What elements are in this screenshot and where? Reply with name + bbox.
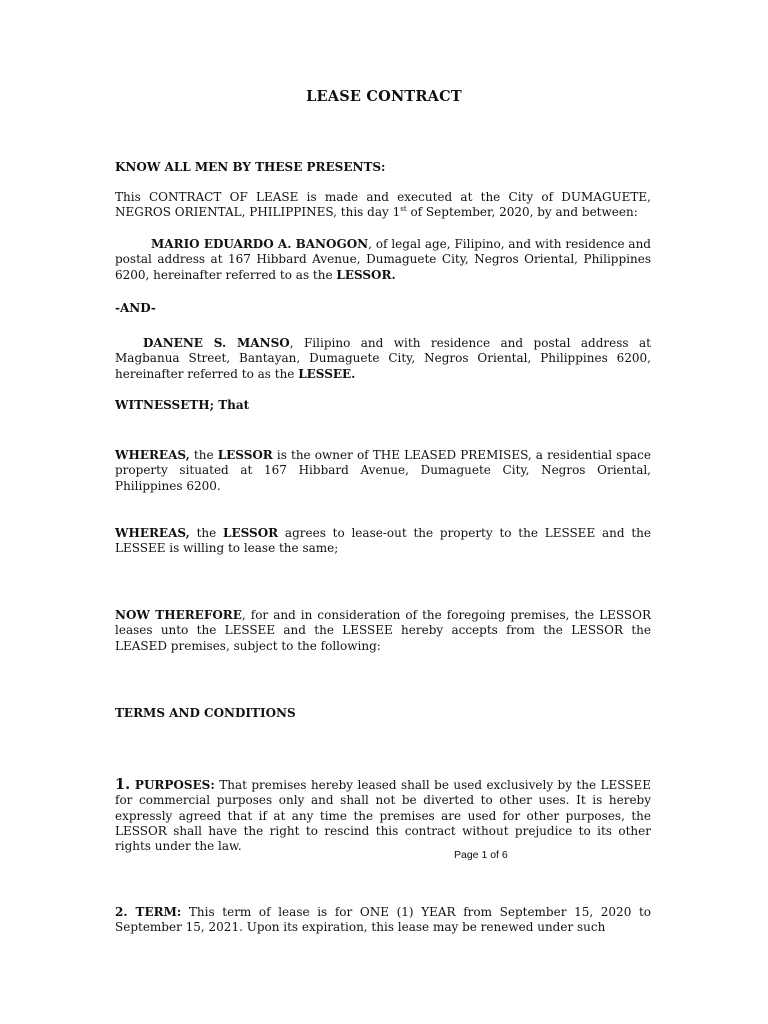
lessee-name: DANENE S. MANSO	[143, 336, 290, 350]
lessor-name: MARIO EDUARDO A. BANOGON	[151, 237, 369, 251]
purposes-number: 1.	[115, 776, 131, 793]
purposes-label: PURPOSES:	[130, 778, 215, 792]
lessee-role: LESSEE.	[298, 366, 356, 381]
lessee-text: , Filipino and with residence and postal address at Magbanua Street, Bantayan, Dumaguete City, Negros Oriental, Philippines 6200, hereinafter referred to as the	[115, 336, 651, 381]
lessee-paragraph	[115, 336, 651, 382]
witnesseth-heading: WITNESSETH; That	[115, 398, 250, 412]
whereas-lead-2: WHEREAS,	[115, 526, 190, 540]
intro-text-end: of September, 2020, by and between:	[406, 205, 638, 220]
whereas-paragraph-2	[115, 526, 651, 557]
intro-text: This CONTRACT OF LEASE is made and executed at the City of DUMAGUETE, NEGROS ORIENTAL, PHILIPPINES, this day 1	[115, 190, 651, 220]
terms-heading: TERMS AND CONDITIONS	[115, 706, 296, 720]
intro-ordinal: st	[400, 205, 407, 214]
whereas-lead-1: WHEREAS,	[115, 448, 190, 462]
and-separator: -AND-	[115, 301, 156, 315]
whereas-paragraph-1	[115, 448, 651, 494]
whereas-text-1: is the owner of THE LEASED PREMISES, a residential space property situated at 167 Hibbard Avenue, Dumaguete City, Negros Oriental, Philippines 6200.	[115, 448, 652, 493]
purposes-text: That premises hereby leased shall be used exclusively by the LESSEE for commercial purposes only and shall not be diverted to other uses. It is hereby expressly agreed that if at any time the premises are used for other purposes, the LESSOR shall have the right to rescind this contract without prejudice to its other rights under the law.	[115, 778, 651, 854]
whereas-the-2: the	[189, 526, 224, 540]
term-clause	[115, 905, 651, 936]
whereas-lessor-2: LESSOR	[223, 526, 279, 540]
lessor-role: LESSOR.	[336, 267, 396, 282]
now-therefore-lead: NOW THEREFORE	[115, 608, 242, 622]
purposes-clause	[115, 777, 651, 854]
page-number: Page 1 of 6	[454, 849, 508, 861]
now-therefore-text: , for and in consideration of the foregoing premises, the LESSOR leases unto the LESSEE and the LESSEE hereby accepts from the LESSOR the LEASED premises, subject to the following:	[115, 608, 651, 653]
term-label: 2. TERM:	[115, 905, 182, 919]
document-title: LEASE CONTRACT	[306, 88, 462, 105]
intro-paragraph	[115, 190, 651, 221]
lessor-paragraph	[115, 237, 651, 283]
whereas-text-2: agrees to lease-out the property to the LESSEE and the LESSEE is willing to lease the same;	[115, 526, 651, 556]
lessor-text: , of legal age, Filipino, and with residence and postal address at 167 Hibbard Avenue, Dumaguete City, Negros Oriental, Philippines 6200, hereinafter referred to as the	[115, 237, 651, 282]
know-all-heading: KNOW ALL MEN BY THESE PRESENTS:	[115, 160, 386, 174]
now-therefore-paragraph	[115, 608, 651, 654]
whereas-the-1: the	[189, 448, 218, 462]
term-text: This term of lease is for ONE (1) YEAR from September 15, 2020 to September 15, 2021. Upon its expiration, this lease may be renewed under such	[115, 905, 651, 935]
whereas-lessor-1: LESSOR	[217, 448, 273, 462]
